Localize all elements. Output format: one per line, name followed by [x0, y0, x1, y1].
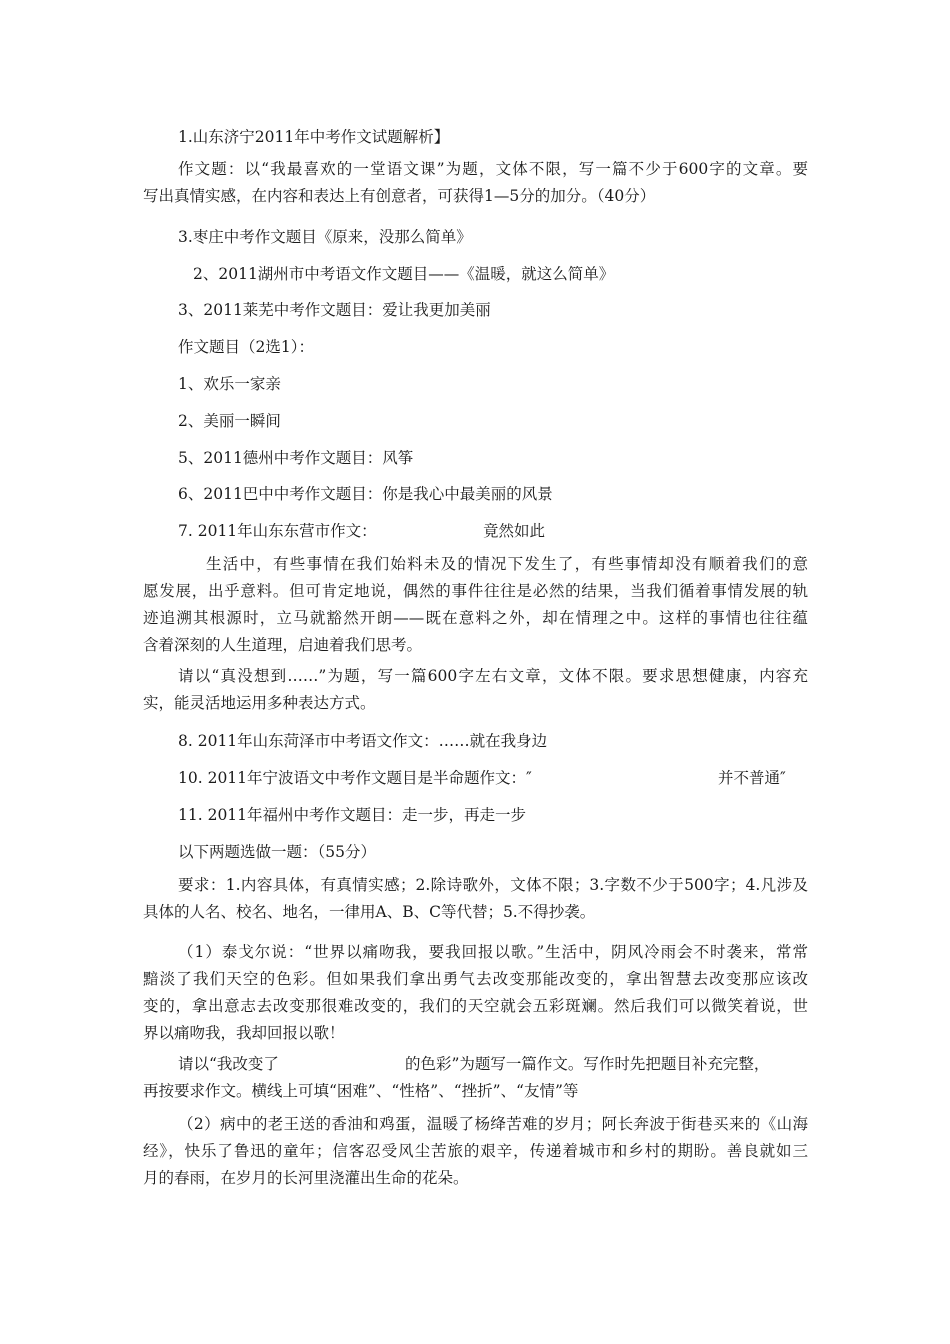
text-line: 黯淡了我们天空的色彩。但如果我们拿出勇气去改变那能改变的，拿出智慧去改变那应该改	[143, 970, 808, 988]
text-line: 含着深刻的人生道理，启迪着我们思考。	[143, 636, 423, 654]
heading-zaozhuang: 3.枣庄中考作文题目《原来，没那么简单》	[178, 228, 472, 246]
dongying-title: 竟然如此	[483, 522, 546, 540]
heading-dezhou: 5、2011德州中考作文题目：风筝	[178, 449, 414, 467]
text-line: 作文题：以“我最喜欢的一堂语文课”为题，文体不限，写一篇不少于600字的文章。要	[178, 160, 808, 178]
text-line: 月的春雨，在岁月的长河里浇灌出生命的花朵。	[143, 1169, 469, 1187]
topic-1-prompt-line-2: 再按要求作文。横线上可填“困难”、“性格”、“挫折”、“友情”等	[143, 1082, 579, 1100]
text-line: 具体的人名、校名、地名，一律用A、B、C等代替；5.不得抄袭。	[143, 903, 596, 921]
text-line: 愿发展，出乎意料。但可肯定地说，偶然的事件往往是必然的结果，当我们循着事情发展的轨	[143, 582, 808, 600]
text-line: （2）病中的老王送的香油和鸡蛋，温暖了杨绛苦难的岁月；阿长奔波于街巷买来的《山海	[178, 1115, 808, 1133]
paragraph-topic-2-material	[143, 1111, 808, 1192]
heading-heze: 8. 2011年山东菏泽市中考语文作文：……就在我身边	[178, 732, 548, 750]
heading-huzhou: 2、2011湖州市中考语文作文题目——《温暖，就这么简单》	[193, 265, 615, 283]
topic-1-prompt-start: 请以“我改变了	[178, 1055, 279, 1073]
topic-option-1: 1、欢乐一家亲	[178, 375, 281, 393]
paragraph-dongying-prompt	[143, 663, 808, 717]
text-line: 界以痛吻我，我却回报以歌！	[143, 1024, 345, 1042]
text-line: 变的，拿出意志去改变那很难改变的，我们的天空就会五彩斑斓。然后我们可以微笑着说，世	[143, 997, 808, 1015]
text-line: 请以“真没想到……”为题，写一篇600字左右文章，文体不限。要求思想健康，内容充	[178, 667, 808, 685]
heading-ningbo: 10. 2011年宁波语文中考作文题目是半命题作文：″	[178, 769, 532, 787]
paragraph-jining-prompt	[143, 156, 808, 210]
heading-bazhong: 6、2011巴中中考作文题目：你是我心中最美丽的风景	[178, 485, 553, 503]
paragraph-dongying-material	[143, 551, 808, 659]
paragraph-topic-1-material	[143, 939, 808, 1047]
text-line: 实，能灵活地运用多种表达方式。	[143, 694, 376, 712]
paragraph-requirements	[143, 872, 808, 926]
topic-option-2: 2、美丽一瞬间	[178, 412, 281, 430]
topic-1-prompt-rest: 的色彩”为题写一篇作文。写作时先把题目补充完整，	[405, 1055, 770, 1073]
heading-jining: 1.山东济宁2011年中考作文试题解析】	[178, 128, 450, 146]
heading-fuzhou: 11. 2011年福州中考作文题目：走一步，再走一步	[178, 806, 527, 824]
text-line: 要求：1.内容具体，有真情实感；2.除诗歌外，文体不限；3.字数不少于500字；4.凡涉及	[178, 876, 808, 894]
text-line: （1）泰戈尔说：“世界以痛吻我，要我回报以歌。”生活中，阴风冷雨会不时袭来，常常	[178, 943, 808, 961]
text-line: 迹追溯其根源时，立马就豁然开朗——既在意料之外，却在情理之中。这样的事情也往往蕴	[143, 609, 808, 627]
topic-choice-label: 作文题目（2选1）：	[178, 338, 314, 356]
text-line: 经》，快乐了鲁迅的童年；信客忍受风尘苦旅的艰辛，传递着城市和乡村的期盼。善良就如三	[143, 1142, 808, 1160]
ningbo-title-end: 并不普通″	[718, 769, 786, 787]
heading-dongying: 7. 2011年山东东营市作文：	[178, 522, 377, 540]
heading-laiwu: 3、2011莱芜中考作文题目：爱让我更加美丽	[178, 301, 491, 319]
text-line: 写出真情实感，在内容和表达上有创意者，可获得1—5分的加分。（40分）	[143, 187, 656, 205]
choose-one-instruction: 以下两题选做一题：（55分）	[178, 843, 376, 861]
text-line: 生活中，有些事情在我们始料未及的情况下发生了，有些事情却没有顺着我们的意	[206, 555, 808, 573]
